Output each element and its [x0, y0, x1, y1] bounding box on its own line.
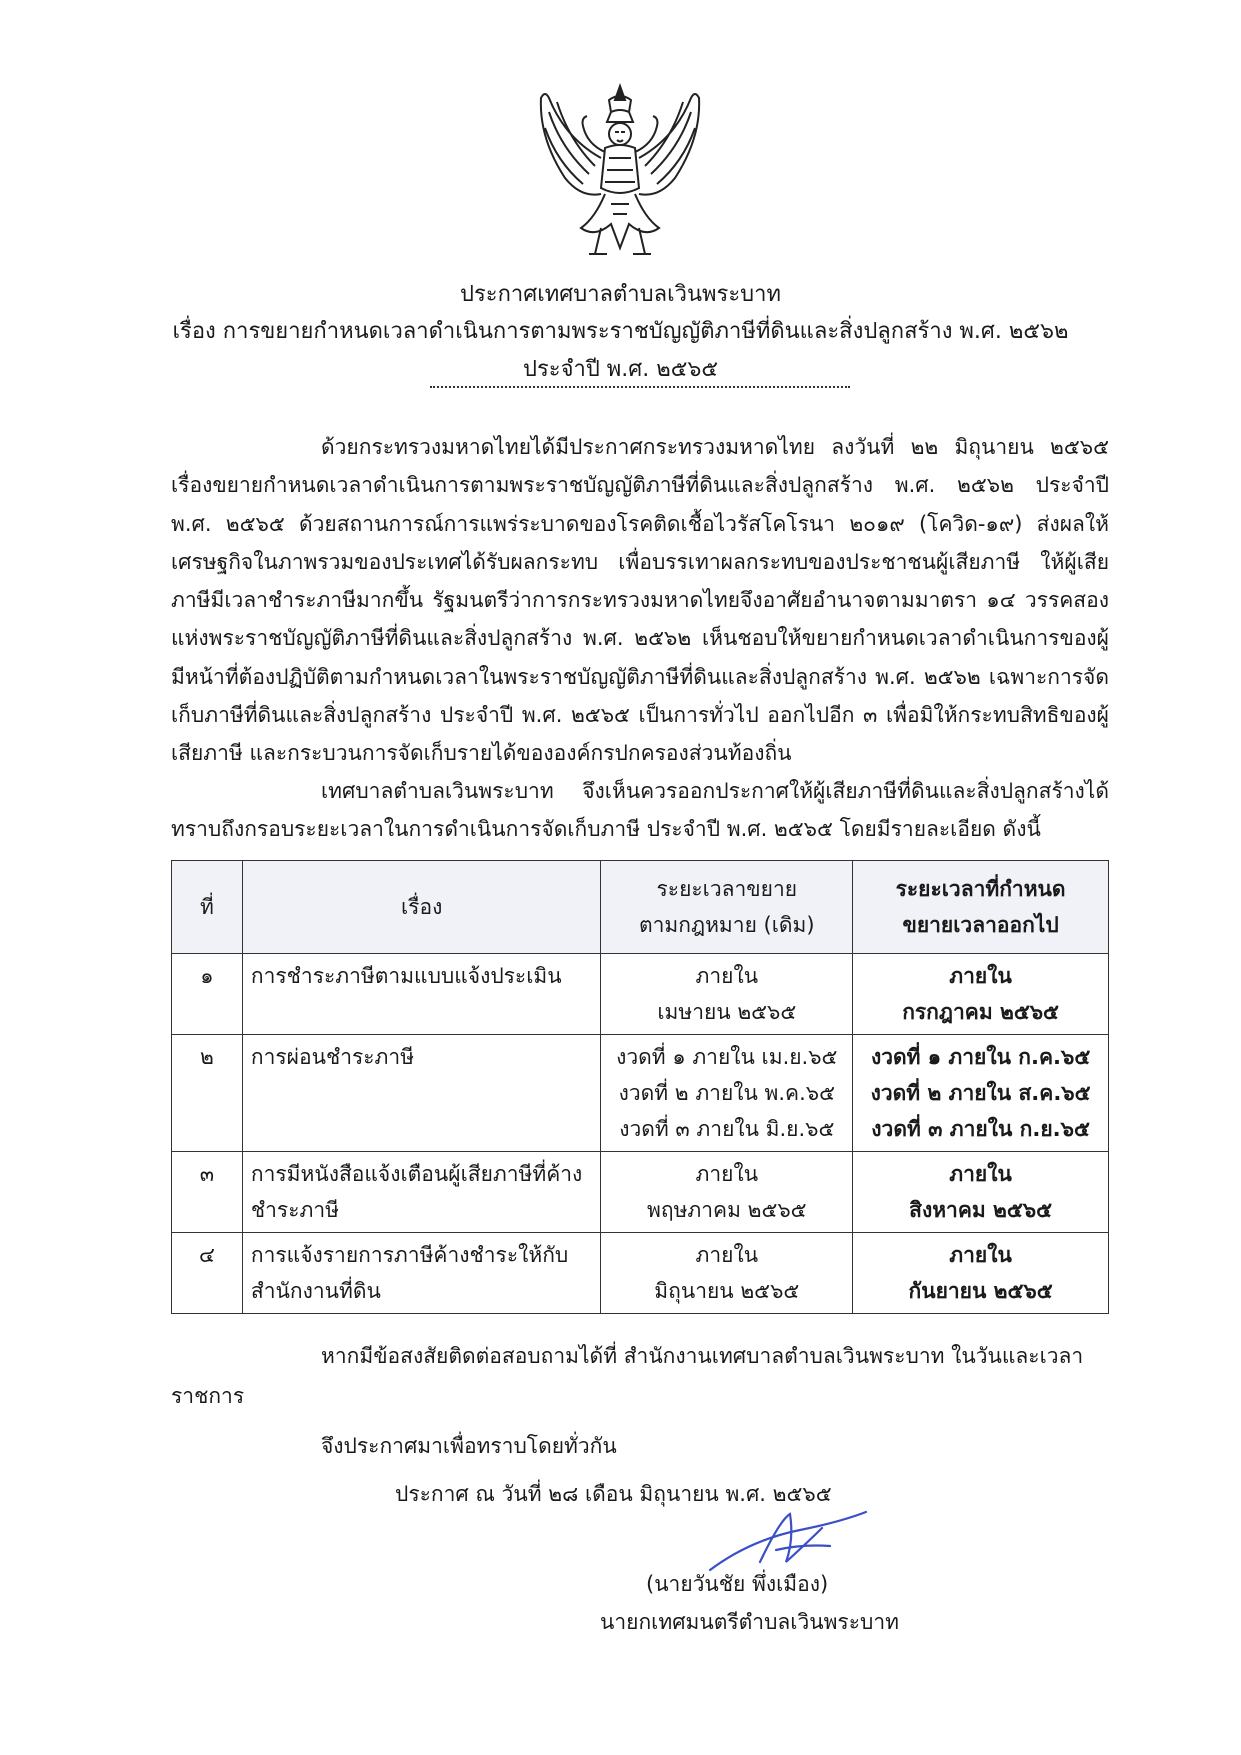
announce-text: จึงประกาศมาเพื่อทราบโดยทั่วกัน [321, 1434, 617, 1458]
header-old-line-1: ระยะเวลาขยาย [656, 877, 798, 901]
row-subject-line-2: ชำระภาษี [250, 1198, 339, 1222]
row-no: ๒ [172, 1035, 243, 1152]
row-new-deadline [853, 1152, 1109, 1233]
dotted-divider [430, 386, 850, 388]
old-line-1: ภายใน [695, 964, 759, 988]
header-new-line-1: ระยะเวลาที่กำหนด [895, 877, 1066, 901]
old-line-2: มิถุนายน ๒๕๖๕ [654, 1279, 800, 1303]
new-line-3: งวดที่ ๓ ภายใน ก.ย.๖๕ [871, 1117, 1090, 1141]
old-line-2: เมษายน ๒๕๖๕ [657, 1000, 797, 1024]
header-no: ที่ [172, 861, 243, 954]
contact-text: หากมีข้อสงสัยติดต่อสอบถามได้ที่ สำนักงานเทศบาลตำบลเวินพระบาท ในวันและเวลา [321, 1344, 1084, 1368]
old-line-2: งวดที่ ๒ ภายใน พ.ค.๖๕ [618, 1081, 836, 1105]
new-line-2: งวดที่ ๒ ภายใน ส.ค.๖๕ [870, 1081, 1091, 1105]
table-row [172, 1035, 1109, 1152]
table-row [172, 1152, 1109, 1233]
announcement-title: ประกาศเทศบาลตำบลเวินพระบาท [460, 282, 781, 307]
header-old-line-2: ตามกฎหมาย (เดิม) [639, 913, 815, 937]
header-new-deadline [853, 861, 1109, 954]
row-subject-line-2: สำนักงานที่ดิน [250, 1279, 381, 1303]
new-line-1: ภายใน [949, 964, 1012, 988]
announcement-subject: เรื่อง การขยายกำหนดเวลาดำเนินการตามพระราชบัญญัติภาษีที่ดินและสิ่งปลูกสร้าง พ.ศ. ๒๕๖๒ [172, 319, 1069, 344]
row-old-deadline [601, 1233, 853, 1314]
old-line-2: พฤษภาคม ๒๕๖๕ [647, 1198, 807, 1222]
row-subject-line-1: การชำระภาษีตามแบบแจ้งประเมิน [250, 964, 562, 988]
row-subject [242, 954, 601, 1035]
row-no: ๓ [172, 1152, 243, 1233]
old-line-1: งวดที่ ๑ ภายใน เม.ย.๖๕ [616, 1045, 838, 1069]
row-subject [242, 1035, 601, 1152]
old-line-1: ภายใน [695, 1243, 759, 1267]
garuda-emblem-icon [535, 78, 705, 266]
row-new-deadline [853, 1035, 1109, 1152]
row-subject-line-1: การแจ้งรายการภาษีค้างชำระให้กับ [250, 1243, 569, 1267]
row-subject [242, 1152, 601, 1233]
row-no: ๑ [172, 954, 243, 1035]
table-header-row [172, 861, 1109, 954]
body-paragraph-2: เทศบาลตำบลเวินพระบาท จึงเห็นควรออกประกาศให้ผู้เสียภาษีที่ดินและสิ่งปลูกสร้างได้ทราบถึงกรอบระยะเวลาในการดำเนินการจัดเก็บภาษี ประจำปี พ.ศ. ๒๕๖๕ โดยมีรายละเอียด ดังนี้ [171, 779, 1109, 842]
signer-name: (นายวันชัย พึ่งเมือง) [646, 1572, 829, 1596]
header-old-deadline [601, 861, 853, 954]
announcement-year: ประจำปี พ.ศ. ๒๕๖๕ [522, 357, 718, 382]
header-new-line-2: ขยายเวลาออกไป [902, 913, 1059, 937]
header-subject: เรื่อง [242, 861, 601, 954]
body-paragraph-1: ด้วยกระทรวงมหาดไทยได้มีประกาศกระทรวงมหาดไทย ลงวันที่ ๒๒ มิถุนายน ๒๕๖๕ เรื่องขยายกำหนดเวลาดำเนินการตามพระราชบัญญัติภาษีที่ดินและสิ่งปลูกสร้าง พ.ศ. ๒๕๖๒ ประจำปี พ.ศ. ๒๕๖๕ ด้วยสถานการณ์การแพร่ระบาดของโรคติดเชื้อไวรัสโคโรนา ๒๐๑๙ (โควิด-๑๙) ส่งผลให้เศรษฐกิจในภาพรวมของประเทศได้รับผลกระทบ เพื่อบรรเทาผลกระทบของประชาชนผู้เสียภาษี ให้ผู้เสียภาษีมีเวลาชำระภาษีมากขึ้น รัฐมนตรีว่าการกระทรวงมหาดไทยจึงอาศัยอำนาจตามมาตรา ๑๔ วรรคสอง แห่งพระราชบัญญัติภาษีที่ดินและสิ่งปลูกสร้าง พ.ศ. ๒๕๖๒ เห็นชอบให้ขยายกำหนดเวลาดำเนินการของผู้มีหน้าที่ต้องปฏิบัติตามกำหนดเวลาในพระราชบัญญัติภาษีที่ดินและสิ่งปลูกสร้าง พ.ศ. ๒๕๖๒ เฉพาะการจัดเก็บภาษีที่ดินและสิ่งปลูกสร้าง ประจำปี พ.ศ. ๒๕๖๕ เป็นการทั่วไป ออกไปอีก ๓ เพื่อมิให้กระทบสิทธิของผู้เสียภาษี และกระบวนการจัดเก็บรายได้ขององค์กรปกครองส่วนท้องถิ่น [171, 435, 1109, 766]
row-no: ๔ [172, 1233, 243, 1314]
signer-position: นายกเทศมนตรีตำบลเวินพระบาท [600, 1610, 899, 1634]
contact-text-continued: ราชการ [171, 1384, 245, 1408]
schedule-table [171, 860, 1109, 1314]
new-line-1: งวดที่ ๑ ภายใน ก.ค.๖๕ [870, 1045, 1091, 1069]
old-line-1: ภายใน [695, 1162, 759, 1186]
new-line-1: ภายใน [949, 1243, 1012, 1267]
new-line-2: กันยายน ๒๕๖๕ [908, 1279, 1053, 1303]
row-old-deadline [601, 1152, 853, 1233]
new-line-2: สิงหาคม ๒๕๖๕ [909, 1198, 1053, 1222]
announce-date: ประกาศ ณ วันที่ ๒๘ เดือน มิถุนายน พ.ศ. ๒๕๖๕ [395, 1482, 832, 1506]
old-line-3: งวดที่ ๓ ภายใน มิ.ย.๖๕ [619, 1117, 835, 1141]
row-subject-line-1: การผ่อนชำระภาษี [250, 1045, 415, 1069]
new-line-2: กรกฎาคม ๒๕๖๕ [902, 1000, 1059, 1024]
table-row [172, 954, 1109, 1035]
row-new-deadline [853, 954, 1109, 1035]
new-line-1: ภายใน [949, 1162, 1012, 1186]
row-subject-line-1: การมีหนังสือแจ้งเตือนผู้เสียภาษีที่ค้าง [250, 1162, 583, 1186]
table-row [172, 1233, 1109, 1314]
row-old-deadline [601, 1035, 853, 1152]
row-old-deadline [601, 954, 853, 1035]
row-subject [242, 1233, 601, 1314]
row-new-deadline [853, 1233, 1109, 1314]
